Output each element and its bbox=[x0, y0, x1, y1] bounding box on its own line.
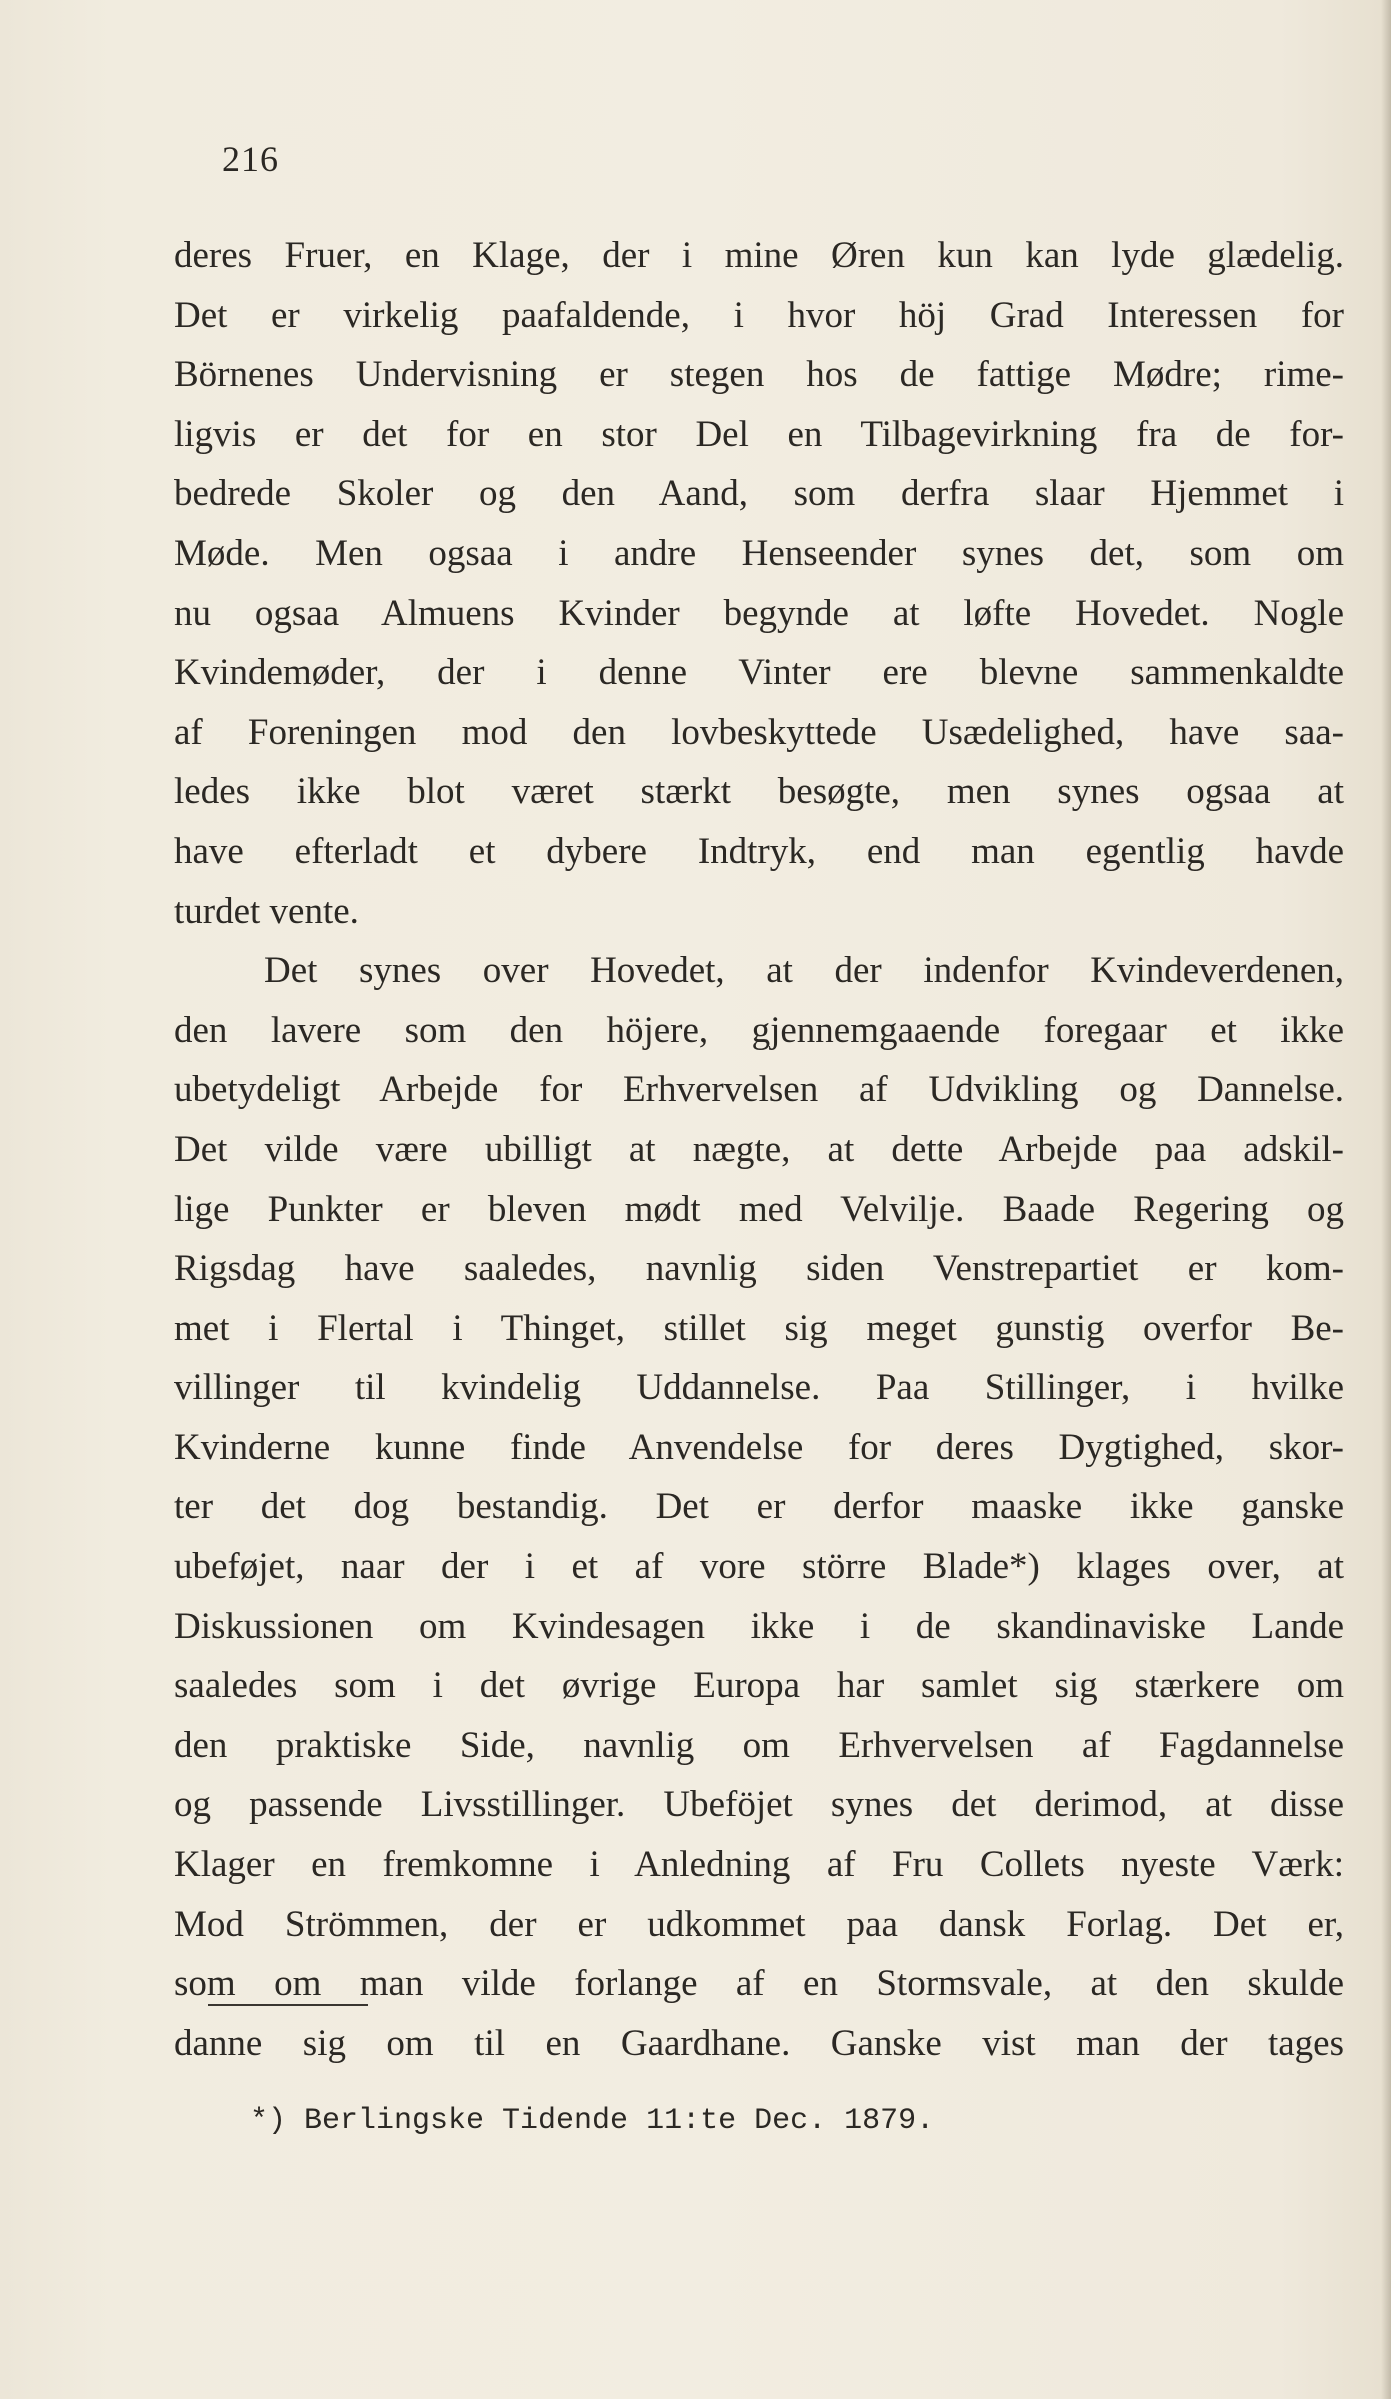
text-line: nu ogsaa Almuens Kvinder begynde at løfte Hovedet. Nogle bbox=[174, 592, 1344, 634]
page-edge-shadow bbox=[1381, 0, 1391, 2399]
text-line: og passende Livsstillinger. Ubeföjet synes det derimod, at disse bbox=[174, 1784, 1344, 1826]
text-line: saaledes som i det øvrige Europa har samlet sig stærkere om bbox=[174, 1665, 1344, 1707]
text-line: villinger til kvindelig Uddannelse. Paa Stillinger, i hvilke bbox=[174, 1367, 1344, 1409]
text-line: Kvinderne kunne finde Anvendelse for deres Dygtighed, skor- bbox=[174, 1426, 1344, 1468]
text-line: bedrede Skoler og den Aand, som derfra slaar Hjemmet i bbox=[174, 473, 1344, 515]
text-line: turdet vente. bbox=[174, 890, 359, 932]
text-line: Börnenes Undervisning er stegen hos de fattige Mødre; rime- bbox=[174, 354, 1344, 396]
text-line: ubetydeligt Arbejde for Erhvervelsen af Udvikling og Dannelse. bbox=[174, 1069, 1344, 1111]
text-line: Diskussionen om Kvindesagen ikke i de skandinaviske Lande bbox=[174, 1605, 1344, 1647]
text-line: ter det dog bestandig. Det er derfor maaske ikke ganske bbox=[174, 1486, 1344, 1528]
text-line: Det er virkelig paafaldende, i hvor höj Grad Interessen for bbox=[174, 294, 1344, 336]
text-line: Rigsdag have saaledes, navnlig siden Venstrepartiet er kom- bbox=[174, 1248, 1344, 1290]
footnote-divider bbox=[208, 2004, 368, 2006]
text-line: lige Punkter er bleven mødt med Velvilje. Baade Regering og bbox=[174, 1188, 1344, 1230]
text-line: Klager en fremkomne i Anledning af Fru Collets nyeste Værk: bbox=[174, 1844, 1344, 1886]
text-line: Det vilde være ubilligt at nægte, at dette Arbejde paa adskil- bbox=[174, 1128, 1344, 1170]
text-line: af Foreningen mod den lovbeskyttede Usædelighed, have saa- bbox=[174, 711, 1344, 753]
text-line: den praktiske Side, navnlig om Erhvervelsen af Fagdannelse bbox=[174, 1724, 1344, 1766]
body-text bbox=[174, 226, 1344, 2073]
text-line: met i Flertal i Thinget, stillet sig meget gunstig overfor Be- bbox=[174, 1307, 1344, 1349]
text-line: ubeføjet, naar der i et af vore större Blade*) klages over, at bbox=[174, 1546, 1344, 1588]
text-line: deres Fruer, en Klage, der i mine Øren kun kan lyde glædelig. bbox=[174, 235, 1344, 276]
text-line: Kvindemøder, der i denne Vinter ere blevne sammenkaldte bbox=[174, 652, 1344, 694]
text-line: Møde. Men ogsaa i andre Henseender synes det, som om bbox=[174, 532, 1344, 574]
text-line: danne sig om til en Gaardhane. Ganske vist man der tages bbox=[174, 2022, 1344, 2064]
text-line: Det synes over Hovedet, at der indenfor Kvindeverdenen, bbox=[264, 950, 1344, 992]
page-number: 216 bbox=[222, 139, 279, 179]
text-line: Mod Strömmen, der er udkommet paa dansk Forlag. Det er, bbox=[174, 1903, 1344, 1945]
text-line: den lavere som den höjere, gjennemgaaende foregaar et ikke bbox=[174, 1009, 1344, 1051]
text-line: som om man vilde forlange af en Stormsvale, at den skulde bbox=[174, 1963, 1344, 2005]
text-line: ledes ikke blot været stærkt besøgte, men synes ogsaa at bbox=[174, 771, 1344, 813]
footnote: *) Berlingske Tidende 11:te Dec. 1879. bbox=[250, 2104, 935, 2138]
text-line: ligvis er det for en stor Del en Tilbagevirkning fra de for- bbox=[174, 413, 1344, 455]
text-line: have efterladt et dybere Indtryk, end man egentlig havde bbox=[174, 830, 1344, 872]
